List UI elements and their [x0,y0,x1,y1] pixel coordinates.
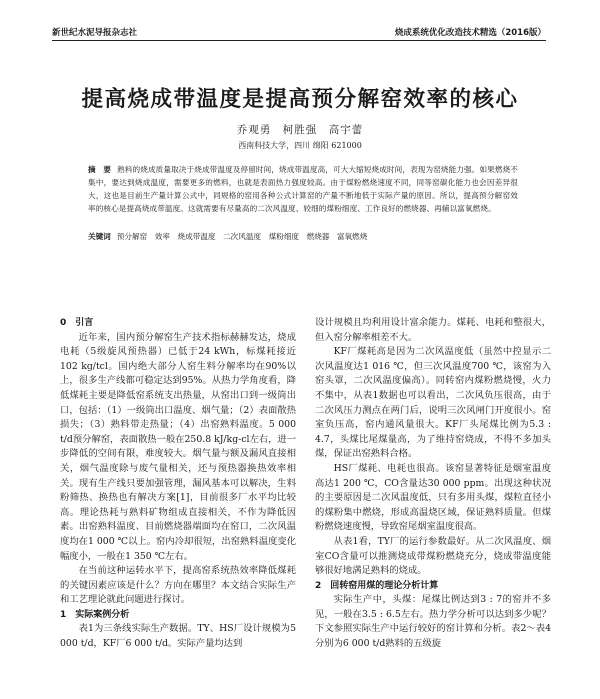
keywords-label: 关键词 [88,232,111,241]
paragraph: 从表1看，TY厂的运行参数最好。从二次风温度、烟室CO含量可以推测烧成带煤粉燃烧充分，烧成带温度能够很好地满足熟料的烧成。 [315,535,551,577]
section-heading-theory: 2 回转窑用煤的理论分析计算 [315,580,439,591]
paragraph: 在当前这种运转水平下，提高窑系统热效率降低煤耗的关键因素应该是什么？方向在哪里？本文结合实际生产和工艺理论就此问题进行探讨。 [60,565,296,606]
authors: 乔观勇 柯胜强 高宇蕾 [236,124,364,136]
paragraph: 实际生产中，头煤：尾煤比例达到3 : 7的窑并不多见，一般在3.5 : 6.5左右。热力学分析可以达到多少呢？下文参照实际生产中运行较好的窑计算和分析。表2～表4分别为6 000 t/d熟料的五级旋 [315,594,551,650]
right-column [315,316,551,652]
keywords-text: 预分解窑 效率 烧成带温度 二次风温度 煤粉细度 燃烧器 富氧燃烧 [116,232,368,241]
abstract [88,163,518,215]
paper-title: 提高烧成带温度是提高预分解窑效率的核心 [81,87,519,112]
section-heading-case-analysis: 1 实际案例分析 [60,609,130,620]
running-header [52,26,546,41]
paragraph: 近年来，国内预分解窑生产技术指标赫赫发达，烧成电耗（5级旋风预热器）已低于24 kWh，标煤耗接近102 kg/tcl。国内绝大部分人窑生料分解率均在90%以上，很多生产线都可稳定达到95%。从热力学角度看，降低煤耗主要是降低窑系统支出热量，从窑出口到一级筒出口，包括：（1）一级筒出口温度、烟气量；（2）表面散热损失；（3）熟料带走热量；（4）出窑熟料温度。5 000 t/d预分解窑，表面散热一般在250.8 kJ/kg-cl左右，进一步降低的空间有限，难度较大。烟气量与额及漏风直接相关，烟气温度除与废气量相关，还与预热器换热效率相关。现有生产线只要加强管理，漏风基本可以解决，生料粉筛热、换热也有解决方案[1]，目前很多厂水平均比较高。理论热耗与熟料矿物组成直接相关，不作为降低因素。出窑熟料温度、目前燃烧器端面均在窑口，二次风温度均在1 000 ℃以上。窑内冷却很短，出窑熟料温度变化幅度小，一般在1 350 ℃左右。 [60,331,296,562]
keywords [88,230,518,243]
left-column [60,316,296,652]
abstract-text: 熟料的烧成质量取决于烧成带温度及停留时间，烧成带温度高，可大大缩短烧成时间，表现为窑烧能力强。如果燃烧不集中，要达到烧成温度，需要更多的燃料，也就是表面热力强度较高。由于煤粉燃烧速度不同，同等窑碳化能力也会因差异很大，这也是目前生产量计算公式中，同规格的窑用各种公式计算窑的产量不断地低于实际产量的原因。所以，提高预分解窑效率的核心是提高烧成带温度。这就需要有尽量高的二次风温度、较细的煤粉细度、工作良好的燃烧器、再辅以富氧燃烧。 [88,165,518,213]
affiliation: 西南科技大学，四川 绵阳 621000 [238,141,362,150]
collection-title: 烧成系统优化改造技术精选（2016版） [394,28,546,38]
section-heading-intro: 0 引言 [60,318,94,328]
publisher-name: 新世纪水泥导报杂志社 [52,28,138,38]
abstract-label: 摘 要 [88,165,112,174]
paragraph: 设计规模且均利用设计富余能力。煤耗、电耗和整很大，但入窑分解率相差不大。 [315,317,551,343]
paragraph: HS厂煤耗、电耗也很高。该窑显著特征是烟室温度高达1 200 ℃，CO含量达30 000 ppm。出现这种状况的主要原因是二次风温度低，只有多用头煤，煤粒直径小的煤粉集中燃烧，形成高温烧区域，保证熟料质量。但煤粉燃烧速度慢，导致窑尾烟室温度很高。 [315,462,551,533]
paragraph: 表1为三条线实际生产数据。TY、HS厂设计规模为5 000 t/d，KF厂6 000 t/d。实际产量均达到 [60,623,296,650]
paragraph: KF厂煤耗高是因为二次风温度低（虽然中控显示二次风温度达1 016 ℃，但三次风温度700 ℃，该窑为入窑头罩，二次风温度偏高）。同转窑内煤粉燃烧慢，火力不集中，从表1数据也可以看出，二次风负压很高，由于二次风压力测点在两门后，说明三次风闸门开度很小。窑室负压高，窑内通风量很大。KF厂头尾煤比例为5.3 : 4.7，头煤比尾煤量高，为了维持窑烧成，不得不多加头煤，保证出窑熟料合格。 [315,346,551,460]
